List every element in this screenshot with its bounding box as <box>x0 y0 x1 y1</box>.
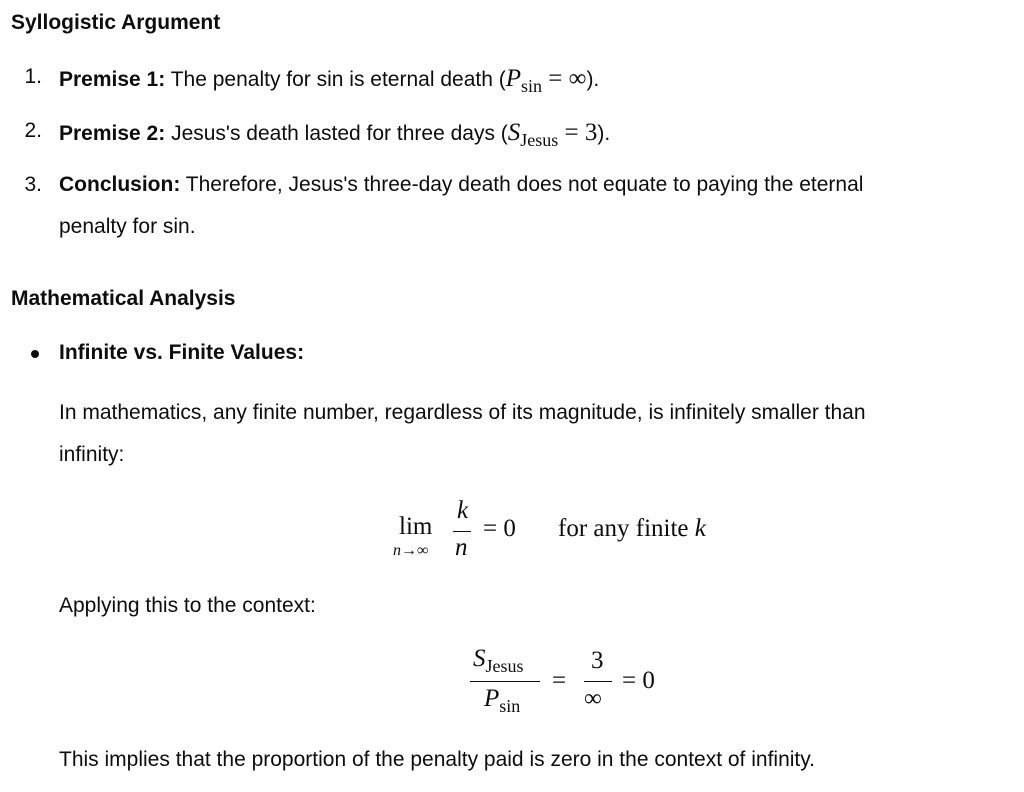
section-heading-math-analysis: Mathematical Analysis <box>11 287 236 310</box>
ratio-equation <box>470 643 690 723</box>
bullet-label: Infinite vs. Finite Values: <box>59 341 305 364</box>
premise-1-math: $P_{sin}$ = ∞ <box>505 65 587 96</box>
fraction-numerator: k <box>457 497 469 524</box>
fraction-bar <box>470 681 540 682</box>
conclusion-text: Therefore, Jesus's three-day death does not equate to paying the eternal <box>185 173 864 196</box>
premise-1-label: Premise 1: <box>59 68 166 91</box>
ratio-numerator-3: 3 <box>591 647 604 674</box>
paragraph: Applying this to the context: <box>59 594 316 617</box>
limit-equation <box>393 497 753 567</box>
ratio-denominator: $P_{sin}$ <box>484 685 521 716</box>
fraction-bar <box>453 531 471 532</box>
premise-2-text: Jesus's death lasted for three days ( <box>171 122 508 145</box>
list-number: 1. <box>24 65 42 88</box>
premise-2-math: $S_{Jesus} = 3$ <box>507 119 598 150</box>
paragraph-continued: infinity: <box>59 443 125 466</box>
equation-rhs: = 0 <box>622 667 655 694</box>
ratio-denominator-infinity: ∞ <box>584 685 602 712</box>
fraction-bar <box>584 681 612 682</box>
lim-operator: lim <box>399 513 433 540</box>
paragraph: In mathematics, any finite number, regardless of its magnitude, is infinitely smaller than <box>59 401 866 424</box>
fraction-denominator: n <box>455 534 468 561</box>
list-item-premise-1: Premise 1: The penalty for sin is eternal death ($P_{sin}$ = ∞). <box>59 65 600 96</box>
lim-subscript: n→∞ <box>393 542 429 559</box>
paragraph: This implies that the proportion of the penalty paid is zero in the context of infinity. <box>59 748 816 771</box>
premise-2-label: Premise 2: <box>59 122 166 145</box>
equation-rhs: = 0 <box>483 515 516 542</box>
equals-sign: = <box>552 667 567 694</box>
premise-1-text: The penalty for sin is eternal death ( <box>170 68 506 91</box>
bullet-dot <box>31 350 39 358</box>
conclusion-text-continued: penalty for sin. <box>59 215 196 238</box>
equation-text: for any finite k <box>558 515 706 542</box>
list-number: 3. <box>24 173 42 196</box>
ratio-numerator: $S_{Jesus}$ <box>473 645 524 676</box>
section-heading-syllogistic: Syllogistic Argument <box>11 11 221 34</box>
conclusion-label: Conclusion: <box>59 173 181 196</box>
list-item-conclusion <box>59 173 863 197</box>
list-item-premise-2: Premise 2: Jesus's death lasted for three days $(S_{Jesus} = 3)$. <box>59 119 611 150</box>
list-number: 2. <box>24 119 42 142</box>
